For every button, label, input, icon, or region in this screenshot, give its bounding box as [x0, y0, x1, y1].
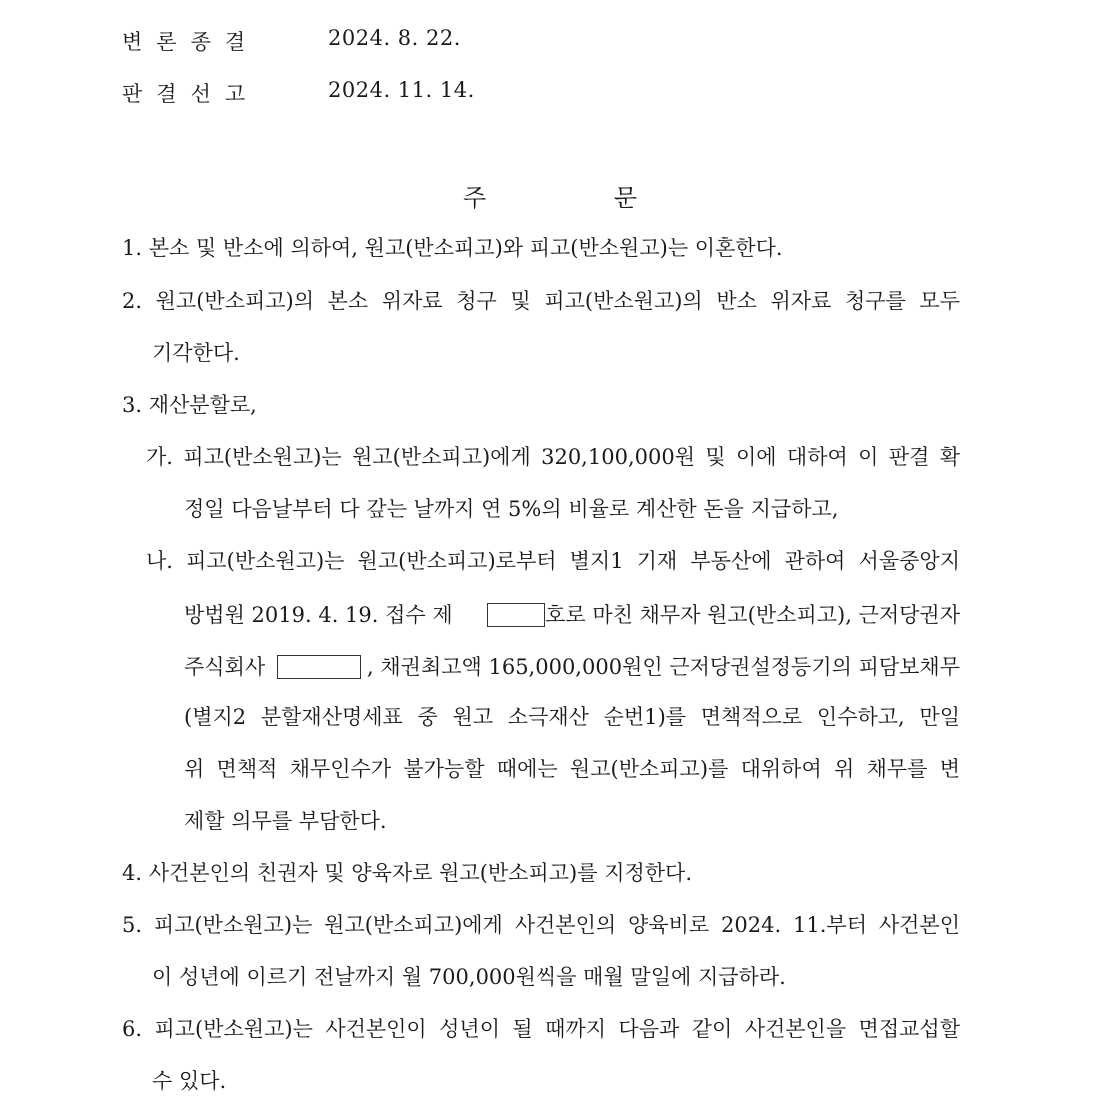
item-3b-line-5: 위 면책적 채무인수가 불가능할 때에는 원고(반소피고)를 대위하여 위 채무를 변 — [184, 757, 960, 781]
item-1: 1. 본소 및 반소에 의하여, 원고(반소피고)와 피고(반소원고)는 이혼한다. — [122, 236, 783, 260]
item-3b-line-3-part-1: 주식회사 — [184, 654, 266, 679]
item-3b-line-2-part-1: 방법원 2019. 4. 19. 접수 제 — [184, 602, 453, 627]
item-5-line-2: 이 성년에 이르기 전날까지 월 700,000원씩을 매월 말일에 지급하라. — [152, 965, 786, 989]
judgment-date: 2024. 11. 14. — [328, 78, 475, 102]
closing-date: 2024. 8. 22. — [328, 26, 461, 50]
judgment-label: 판결선고 — [122, 82, 260, 106]
item-6-line-2: 수 있다. — [152, 1069, 227, 1093]
item-3b-line-2-part-2: 호로 마친 채무자 원고(반소피고), 근저당권자 — [545, 602, 960, 627]
item-3b-line-2 — [184, 603, 960, 627]
item-5-line-1: 5. 피고(반소원고)는 원고(반소피고)에게 사건본인의 양육비로 2024. 11.부터 사건본인 — [122, 913, 960, 937]
item-3a-line-1: 가. 피고(반소원고)는 원고(반소피고)에게 320,100,000원 및 이에 대하여 이 판결 확 — [146, 445, 960, 469]
item-3b-line-4: (별지2 분할재산명세표 중 원고 소극재산 순번1)를 면책적으로 인수하고, 만일 — [184, 705, 960, 729]
item-3b-line-3-part-2: , 채권최고액 165,000,000원인 근저당권설정등기의 피담보채무 — [367, 654, 960, 679]
item-3b-line-1: 나. 피고(반소원고)는 원고(반소피고)로부터 별지1 기재 부동산에 관하여 서울중앙지 — [146, 549, 960, 573]
item-4: 4. 사건본인의 친권자 및 양육자로 원고(반소피고)를 지정한다. — [122, 861, 693, 885]
item-2-line-1: 2. 원고(반소피고)의 본소 위자료 청구 및 피고(반소원고)의 반소 위자료 청구를 모두 — [122, 289, 960, 313]
redacted-box-company — [277, 655, 361, 679]
item-3b-line-6: 제할 의무를 부담한다. — [184, 809, 387, 833]
item-3b-line-3 — [184, 655, 960, 679]
section-title: 주 문 — [463, 184, 697, 212]
item-3a-line-2: 정일 다음날부터 다 갚는 날까지 연 5%의 비율로 계산한 돈을 지급하고, — [184, 497, 839, 521]
closing-label: 변론종결 — [122, 30, 260, 54]
redacted-box-number — [487, 603, 545, 627]
item-6-line-1: 6. 피고(반소원고)는 사건본인이 성년이 될 때까지 다음과 같이 사건본인을 면접교섭할 — [122, 1017, 960, 1041]
item-3: 3. 재산분할로, — [122, 393, 257, 417]
item-2-line-2: 기각한다. — [152, 341, 240, 365]
